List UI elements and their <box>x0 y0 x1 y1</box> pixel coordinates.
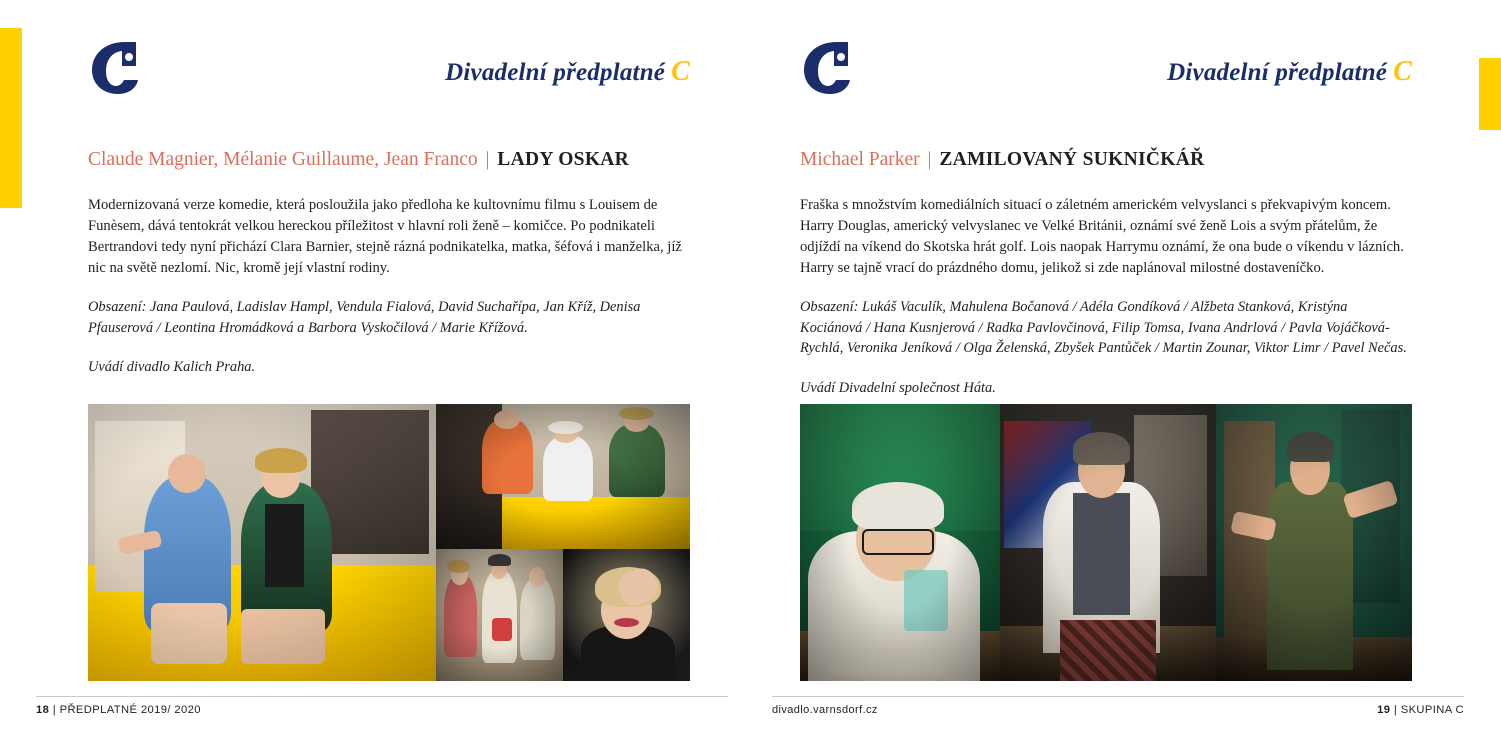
photo-actor-vest <box>1000 404 1216 681</box>
header-group-left: C <box>671 56 690 87</box>
show-description-left: Modernizovaná verze komedie, která posloužila jako předloha ke kultovnímu filmu s Louisem de Funèsem, dává tentokrát velkou hereckou příležitost v hlavní roli ženě – komičce. Po podnikateli Bertrandovi tedy nyní přichází Clara Barnier, stejně rázná podnikatelka, matka, šéfová i manželka, jíž nic na světě nezlomí. Nic, kromě její vlastní rodiny. <box>88 197 682 276</box>
photo-actress-glasses <box>800 404 1000 681</box>
photo-gallery-right <box>800 404 1412 681</box>
show-cast-right: Obsazení: Lukáš Vaculík, Mahulena Bočanová / Adéla Gondíková / Alžbeta Stanková, Kristýna Kociánová / Hana Kusnjerová / Radka Pavlovčinová, Filip Tomsa, Ivana Andrlová / Pavla Vojáčková-Rychlá, Veronika Jeníková / Olga Želenská, Zbyšek Pantůček / Martin Zounar, Viktor Limr / Pavel Nečas. <box>800 299 1407 357</box>
page-left <box>0 0 750 746</box>
footer-rule-left <box>36 696 728 697</box>
show-name-right: ZAMILOVANÝ SUKNIČKÁŘ <box>939 149 1205 170</box>
show-name-left: LADY OSKAR <box>497 149 630 170</box>
show-cast-left: Obsazení: Jana Paulová, Ladislav Hampl, Vendula Fialová, David Suchařípa, Jan Kříž, Denisa Pfauserová / Leontina Hromádková a Barbora Vyskočilová / Marie Křížová. <box>88 299 641 336</box>
page-footer-left <box>0 696 750 724</box>
page-header-left <box>88 40 690 112</box>
photo-group-scene <box>436 404 690 549</box>
show-separator-left: | <box>485 149 490 170</box>
show-separator-right: | <box>927 149 932 170</box>
page-footer-right <box>750 696 1500 724</box>
show-title-right <box>800 148 1412 171</box>
footer-left-text <box>36 704 201 716</box>
photo-main-sofa-scene <box>88 404 436 681</box>
theatre-logo-icon <box>88 40 140 96</box>
header-title-text-left: Divadelní předplatné <box>445 59 666 86</box>
footer-right-text <box>1377 704 1464 716</box>
footer-rule-right <box>772 696 1464 697</box>
photo-trio-scene <box>436 549 563 681</box>
theatre-logo-icon <box>800 40 852 96</box>
header-group-right: C <box>1393 56 1412 87</box>
show-presented-by-left: Uvádí divadlo Kalich Praha. <box>88 359 256 376</box>
footer-separator-right: | <box>1393 704 1398 716</box>
footer-page-number-right: 19 <box>1377 704 1391 716</box>
show-authors-right: Michael Parker <box>800 149 920 170</box>
photo-gallery-left <box>88 404 690 681</box>
footer-label-left: PŘEDPLATNÉ 2019/ 2020 <box>59 704 201 716</box>
page-right <box>750 0 1500 746</box>
footer-separator-left: | <box>52 704 57 716</box>
show-presented-by-right: Uvádí Divadelní společnost Háta. <box>800 379 996 396</box>
header-title-left <box>445 56 690 88</box>
show-description-right: Fraška s množstvím komediálních situací o záletném americkém velvyslanci s překvapivým koncem. Harry Douglas, americký velvyslanec ve Velké Británii, oznámí své ženě Lois a svým přátelům, že odjíždí na víkend do Skotska hrát golf. Lois naopak Harrymu oznámí, že ona bude o víkendu v lázních. Harry se tajně vrací do prázdného domu, jelikož si zde naplánoval milostné dostaveníčko. <box>800 197 1404 276</box>
footer-website-url[interactable]: divadlo.varnsdorf.cz <box>772 704 878 716</box>
footer-page-number-left: 18 <box>36 704 50 716</box>
photo-bottom-row <box>436 549 690 681</box>
page-header-right <box>800 40 1412 112</box>
photo-portrait-actress <box>563 549 690 681</box>
header-title-right <box>1167 56 1412 88</box>
show-title-left <box>88 148 690 171</box>
photo-actor-uniform <box>1216 404 1412 681</box>
footer-label-right: SKUPINA C <box>1400 704 1464 716</box>
header-title-text-right: Divadelní předplatné <box>1167 59 1388 86</box>
show-authors-left: Claude Magnier, Mélanie Guillaume, Jean Franco <box>88 149 478 170</box>
